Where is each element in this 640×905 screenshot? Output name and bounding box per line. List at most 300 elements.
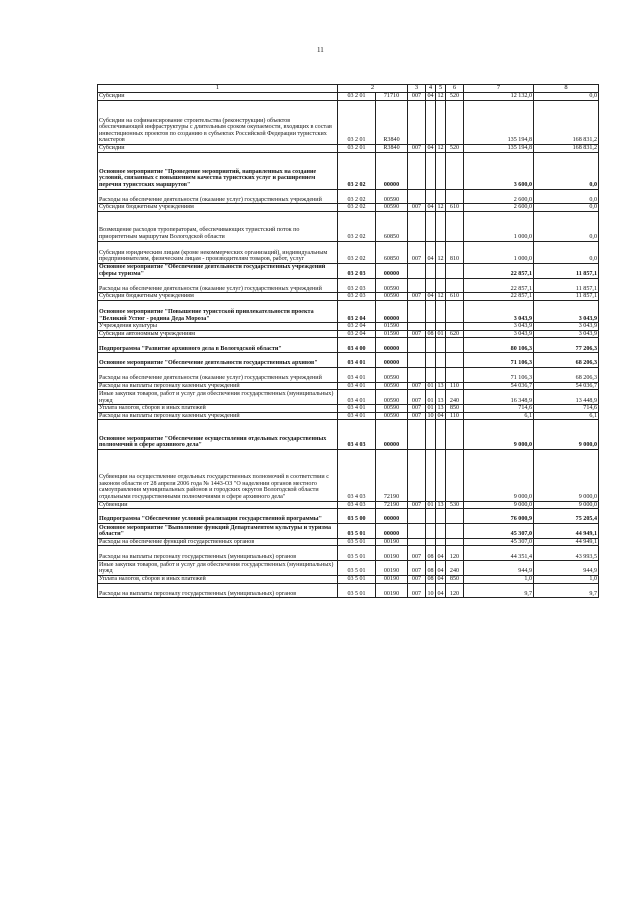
table-row [98,524,599,539]
row-expense-type-code [446,278,464,293]
row-ministry-code [408,338,426,353]
row-code: 03 2 02 [338,204,376,212]
row-amount-col8: 0,0 [534,152,599,189]
row-amount-col7: 71 106,3 [464,367,534,382]
row-amount-col8: 1,0 [534,576,599,584]
table-row [98,144,599,152]
row-section-code: 10 [426,583,436,598]
row-amount-col8: 168 831,2 [534,144,599,152]
row-expense-type-code: 810 [446,241,464,263]
header-col-7: 7 [464,85,534,93]
row-code: 03 5 00 [338,509,376,524]
row-expense-type-code: 620 [446,330,464,338]
row-section-code: 08 [426,546,436,561]
row-code: 03 2 01 [338,93,376,101]
row-ministry-code: 007 [408,241,426,263]
row-name: Субсидии [98,144,338,152]
row-amount-col7: 3 043,9 [464,330,534,338]
budget-table [97,84,599,598]
header-col-1: 1 [98,85,338,93]
row-target-code: 72190 [376,449,408,501]
row-target-code: 00190 [376,561,408,576]
row-ministry-code [408,189,426,204]
row-ministry-code: 007 [408,583,426,598]
row-amount-col7: 45 307,0 [464,538,534,546]
row-name: Учреждения культуры [98,323,338,331]
row-code: 03 4 01 [338,382,376,390]
row-subsection-code: 12 [437,293,444,300]
row-expense-type-code [446,152,464,189]
row-code: 03 2 02 [338,241,376,263]
row-expense-type-code: 240 [446,561,464,576]
table-row [98,189,599,204]
row-amount-col8: 3 043,9 [534,323,599,331]
table-row [98,300,599,322]
row-amount-col7: 135 194,8 [464,100,534,144]
row-code: 03 5 01 [338,561,376,576]
row-amount-col7: 2 600,0 [464,189,534,204]
row-code: 03 5 01 [338,583,376,598]
row-target-code: 60850 [376,241,408,263]
row-ministry-code: 007 [408,330,426,338]
row-ministry-code [408,211,426,241]
row-expense-type-code [446,353,464,368]
row-ministry-code [408,367,426,382]
row-amount-col7: 54 036,7 [464,382,534,390]
row-amount-col7: 714,6 [464,405,534,413]
row-amount-col7: 22 857,1 [464,263,534,278]
row-section-code [426,367,436,382]
row-section-code [426,211,436,241]
header-col-6: 6 [446,85,464,93]
row-subsection-code: 13 [437,382,444,389]
row-subsection-code [436,367,446,382]
table-row [98,420,599,450]
row-amount-col8: 3 043,9 [534,300,599,322]
row-target-code: 00590 [376,204,408,212]
table-row [98,278,599,293]
row-amount-col7: 12 132,0 [464,93,534,101]
row-name: Расходы на обеспечение деятельности (оказание услуг) государственных учреждений [98,367,338,382]
row-amount-col7: 44 351,4 [464,546,534,561]
row-amount-col8: 54 036,7 [534,382,599,390]
header-col-8: 8 [534,85,599,93]
table-row [98,204,599,212]
row-section-code: 01 [426,390,436,405]
row-name: Субсидии юридическим лицам (кроме некоммерческих организаций), индивидуальным предпринимателям, физическим лицам - производителям товаров, работ, услуг [98,241,338,263]
row-target-code: 00590 [376,189,408,204]
row-amount-col8: 11 857,1 [534,278,599,293]
row-code: 03 2 04 [338,323,376,331]
row-subsection-code: 13 [437,501,444,508]
table-row [98,211,599,241]
header-col-5: 5 [436,85,446,93]
row-amount-col8: 13 448,9 [534,390,599,405]
row-section-code [426,538,436,546]
row-name: Уплата налогов, сборов и иных платежей [98,576,338,584]
row-target-code: 00000 [376,509,408,524]
row-ministry-code [408,353,426,368]
row-amount-col7: 3 600,0 [464,152,534,189]
table-row [98,382,599,390]
row-amount-col7: 1,0 [464,576,534,584]
row-target-code: 00000 [376,420,408,450]
row-target-code: 00000 [376,152,408,189]
row-section-code: 04 [427,144,434,151]
row-amount-col7: 76 000,9 [464,509,534,524]
row-subsection-code [436,353,446,368]
row-expense-type-code [446,189,464,204]
row-code: 03 4 01 [338,390,376,405]
row-subsection-code [436,538,446,546]
row-code: 03 4 03 [338,449,376,501]
row-code: 03 5 01 [338,524,376,539]
table-row [98,390,599,405]
row-code: 03 5 01 [338,538,376,546]
row-name: Расходы на выплаты персоналу государственных (муниципальных) органов [98,546,338,561]
row-section-code [426,278,436,293]
row-amount-col8: 11 857,1 [534,293,599,301]
row-expense-type-code [446,449,464,501]
row-name: Субвенции на осуществление отдельных государственных полномочий в соответствии с законом области от 28 апреля 2006 года № 1443-ОЗ "О наделении органов местного самоуправления муниципальных районов и городских округов Вологодской области отдельными государственными полномочиями в сфере архивного дела" [98,449,338,501]
table-row [98,152,599,189]
row-name: Расходы на выплаты персоналу государственных (муниципальных) органов [98,583,338,598]
row-amount-col8: 68 206,3 [534,367,599,382]
row-amount-col8: 77 206,3 [534,338,599,353]
row-section-code: 08 [426,561,436,576]
row-amount-col8: 3 043,9 [534,330,599,338]
row-expense-type-code: 110 [446,412,464,420]
row-code: 03 2 03 [338,278,376,293]
row-subsection-code [436,509,446,524]
row-amount-col8: 68 206,3 [534,353,599,368]
row-target-code: 00590 [376,382,408,390]
row-name: Основное мероприятие "Проведение мероприятий, направленных на создание условий, связанных с повышением качества туристских услуг и расширением перечня туристских маршрутов" [98,152,338,189]
row-name: Расходы на обеспечение деятельности (оказание услуг) государственных учреждений [98,189,338,204]
row-amount-col7: 3 043,9 [464,323,534,331]
row-target-code: 00000 [376,300,408,322]
row-section-code: 01 [427,382,434,389]
table-row [98,561,599,576]
row-code: 03 4 00 [338,338,376,353]
row-section-code [426,323,436,331]
row-name: Расходы на обеспечение функций государственных органов [98,538,338,546]
row-ministry-code: 007 [408,204,426,212]
row-target-code: 72190 [376,501,408,509]
row-amount-col7: 1 000,0 [464,241,534,263]
row-amount-col7: 22 857,1 [464,293,534,301]
row-subsection-code [436,100,446,144]
row-subsection-code: 13 [437,405,444,412]
row-subsection-code: 13 [436,390,446,405]
row-target-code: R3840 [376,100,408,144]
row-target-code: 01590 [376,330,408,338]
row-section-code [426,420,436,450]
row-ministry-code [408,449,426,501]
row-ministry-code: 007 [408,546,426,561]
table-row [98,405,599,413]
row-ministry-code [408,152,426,189]
row-amount-col8: 11 857,1 [534,263,599,278]
row-section-code [426,353,436,368]
row-subsection-code: 01 [437,330,444,337]
row-amount-col7: 45 307,0 [464,524,534,539]
row-name: Основное мероприятие "Выполнение функций Департаментом культуры и туризма области" [98,524,338,539]
row-target-code: 00190 [376,546,408,561]
row-ministry-code [408,323,426,331]
row-expense-type-code [446,338,464,353]
row-amount-col8: 168 831,2 [534,100,599,144]
row-code: 03 2 01 [338,100,376,144]
row-expense-type-code: 110 [446,382,464,390]
row-ministry-code: 007 [408,561,426,576]
row-amount-col7: 1 000,0 [464,211,534,241]
row-target-code: R3840 [376,144,408,152]
row-amount-col8: 714,6 [534,405,599,413]
row-amount-col8: 0,0 [534,204,599,212]
row-ministry-code [408,538,426,546]
page-number: 11 [317,46,324,54]
row-ministry-code [408,509,426,524]
row-section-code: 08 [427,576,434,583]
row-expense-type-code [446,509,464,524]
row-subsection-code: 12 [436,241,446,263]
row-amount-col8: 0,0 [534,93,599,101]
row-section-code: 01 [427,501,434,508]
row-ministry-code: 007 [408,501,426,509]
row-expense-type-code: 530 [446,501,464,509]
row-expense-type-code [446,323,464,331]
row-name: Расходы на выплаты персоналу казенных учреждений [98,382,338,390]
row-amount-col7: 9 000,0 [464,501,534,509]
table-row [98,293,599,301]
table-row [98,353,599,368]
row-amount-col8: 9 000,0 [534,420,599,450]
row-code: 03 4 01 [338,405,376,413]
row-code: 03 2 04 [338,330,376,338]
row-ministry-code: 007 [408,293,426,301]
row-amount-col8: 43 993,5 [534,546,599,561]
row-name: Субсидии бюджетным учреждениям [98,293,338,301]
row-target-code: 60850 [376,211,408,241]
row-section-code: 04 [427,204,434,211]
table-body [98,85,599,598]
row-section-code [426,189,436,204]
row-name: Субсидии на софинансирование строительства (реконструкции) объектов обеспечивающей инфраструктуры с длительным сроком окупаемости, входящих в состав инвестиционных проектов по созданию в субъектах Российской Федерации туристских кластеров [98,100,338,144]
row-subsection-code: 04 [436,561,446,576]
row-subsection-code: 12 [437,144,444,151]
row-amount-col8: 6,1 [534,412,599,420]
row-expense-type-code [446,538,464,546]
table-row [98,338,599,353]
row-name: Субсидии бюджетным учреждениям [98,204,338,212]
row-name: Уплата налогов, сборов и иных платежей [98,405,338,413]
row-amount-col8: 75 205,4 [534,509,599,524]
row-amount-col8: 944,9 [534,561,599,576]
row-subsection-code [436,420,446,450]
table-row [98,509,599,524]
row-expense-type-code [446,420,464,450]
row-ministry-code: 007 [408,412,426,420]
row-section-code [426,152,436,189]
table-row [98,501,599,509]
row-name: Подпрограмма "Развитие архивного дела в Вологодской области" [98,338,338,353]
row-amount-col7: 6,1 [464,412,534,420]
row-amount-col7: 9 000,0 [464,420,534,450]
row-code: 03 4 01 [338,412,376,420]
row-target-code: 00000 [376,524,408,539]
table-row [98,538,599,546]
row-expense-type-code [446,300,464,322]
row-expense-type-code: 850 [446,405,464,413]
row-section-code: 10 [427,412,434,419]
row-target-code: 00000 [376,353,408,368]
row-amount-col8: 9 000,0 [534,449,599,501]
row-amount-col7: 9 000,0 [464,449,534,501]
table-row [98,241,599,263]
row-ministry-code [408,278,426,293]
row-section-code [426,509,436,524]
row-subsection-code [436,211,446,241]
header-col-2: 2 [338,85,408,93]
row-amount-col8: 9,7 [534,583,599,598]
row-target-code: 00190 [376,583,408,598]
row-section-code: 08 [427,330,434,337]
row-code: 03 4 01 [338,353,376,368]
row-expense-type-code [446,367,464,382]
row-code: 03 2 02 [338,189,376,204]
row-amount-col8: 0,0 [534,241,599,263]
row-amount-col7: 9,7 [464,583,534,598]
row-ministry-code [408,100,426,144]
row-amount-col7: 3 043,9 [464,300,534,322]
row-target-code: 00190 [376,538,408,546]
row-section-code: 04 [427,93,434,99]
row-amount-col7: 80 106,3 [464,338,534,353]
row-name: Основное мероприятие "Обеспечение осуществления отдельных государственных полномочий в сфере архивного дела" [98,420,338,450]
row-ministry-code: 007 [408,382,426,390]
row-subsection-code [436,152,446,189]
row-amount-col7: 16 348,9 [464,390,534,405]
table-row [98,367,599,382]
row-expense-type-code: 520 [446,144,464,152]
row-subsection-code: 12 [437,93,444,99]
row-expense-type-code [446,100,464,144]
row-section-code [426,300,436,322]
row-target-code: 00590 [376,412,408,420]
row-amount-col7: 944,9 [464,561,534,576]
row-subsection-code: 12 [437,204,444,211]
row-ministry-code: 007 [408,405,426,413]
row-target-code: 71710 [376,93,408,101]
row-section-code: 04 [427,293,434,300]
row-target-code: 00590 [376,278,408,293]
header-col-3: 3 [408,85,426,93]
row-section-code: 01 [427,405,434,412]
row-name: Иные закупки товаров, работ и услуг для обеспечения государственных (муниципальных) нужд [98,561,338,576]
row-target-code: 00000 [376,338,408,353]
table-row [98,576,599,584]
row-target-code: 00590 [376,390,408,405]
row-name: Субсидии автономным учреждениям [98,330,338,338]
row-ministry-code [408,524,426,539]
table-row [98,449,599,501]
row-code: 03 2 03 [338,293,376,301]
row-subsection-code: 04 [436,546,446,561]
table-row [98,323,599,331]
row-name: Иные закупки товаров, работ и услуг для обеспечения государственных (муниципальных) нужд [98,390,338,405]
row-subsection-code [436,278,446,293]
row-name: Субвенции [98,501,338,509]
row-name: Расходы на обеспечение деятельности (оказание услуг) государственных учреждений [98,278,338,293]
row-expense-type-code: 610 [446,204,464,212]
row-code: 03 2 02 [338,211,376,241]
row-code: 03 2 04 [338,300,376,322]
table-row [98,93,599,101]
row-amount-col7: 22 857,1 [464,278,534,293]
row-name: Основное мероприятие "Обеспечение деятельности государственных учреждений сферы туризма" [98,263,338,278]
row-subsection-code [436,263,446,278]
row-subsection-code [436,300,446,322]
row-expense-type-code [446,524,464,539]
table-row [98,583,599,598]
row-expense-type-code [446,263,464,278]
row-amount-col8: 9 000,0 [534,501,599,509]
row-amount-col7: 135 194,8 [464,144,534,152]
row-ministry-code: 007 [408,390,426,405]
row-section-code [426,449,436,501]
row-name: Субсидии [98,93,338,101]
row-ministry-code [408,420,426,450]
row-subsection-code [436,323,446,331]
row-subsection-code [436,338,446,353]
row-subsection-code: 04 [437,576,444,583]
row-name: Расходы на выплаты персоналу казенных учреждений [98,412,338,420]
row-amount-col7: 2 600,0 [464,204,534,212]
row-target-code: 00590 [376,405,408,413]
row-amount-col8: 0,0 [534,189,599,204]
table-row [98,330,599,338]
row-subsection-code: 04 [436,583,446,598]
row-expense-type-code [446,211,464,241]
row-amount-col7: 71 106,3 [464,353,534,368]
row-expense-type-code: 520 [446,93,464,101]
row-code: 03 2 02 [338,152,376,189]
row-name: Подпрограмма "Обеспечение условий реализации государственной программы" [98,509,338,524]
row-amount-col8: 44 949,1 [534,524,599,539]
row-subsection-code [436,189,446,204]
row-section-code [426,100,436,144]
table-row [98,546,599,561]
row-amount-col8: 0,0 [534,211,599,241]
row-target-code: 00590 [376,293,408,301]
row-target-code: 00190 [376,576,408,584]
table-row [98,100,599,144]
row-amount-col8: 44 949,1 [534,538,599,546]
row-ministry-code: 007 [408,576,426,584]
row-code: 03 2 01 [338,144,376,152]
row-section-code [426,338,436,353]
row-ministry-code: 007 [408,93,426,101]
row-code: 03 2 03 [338,263,376,278]
row-ministry-code: 007 [408,144,426,152]
row-code: 03 4 03 [338,501,376,509]
row-name: Основное мероприятие "Обеспечение деятельности государственных архивов" [98,353,338,368]
header-col-4: 4 [426,85,436,93]
row-target-code: 01590 [376,323,408,331]
row-ministry-code [408,263,426,278]
table-row [98,412,599,420]
